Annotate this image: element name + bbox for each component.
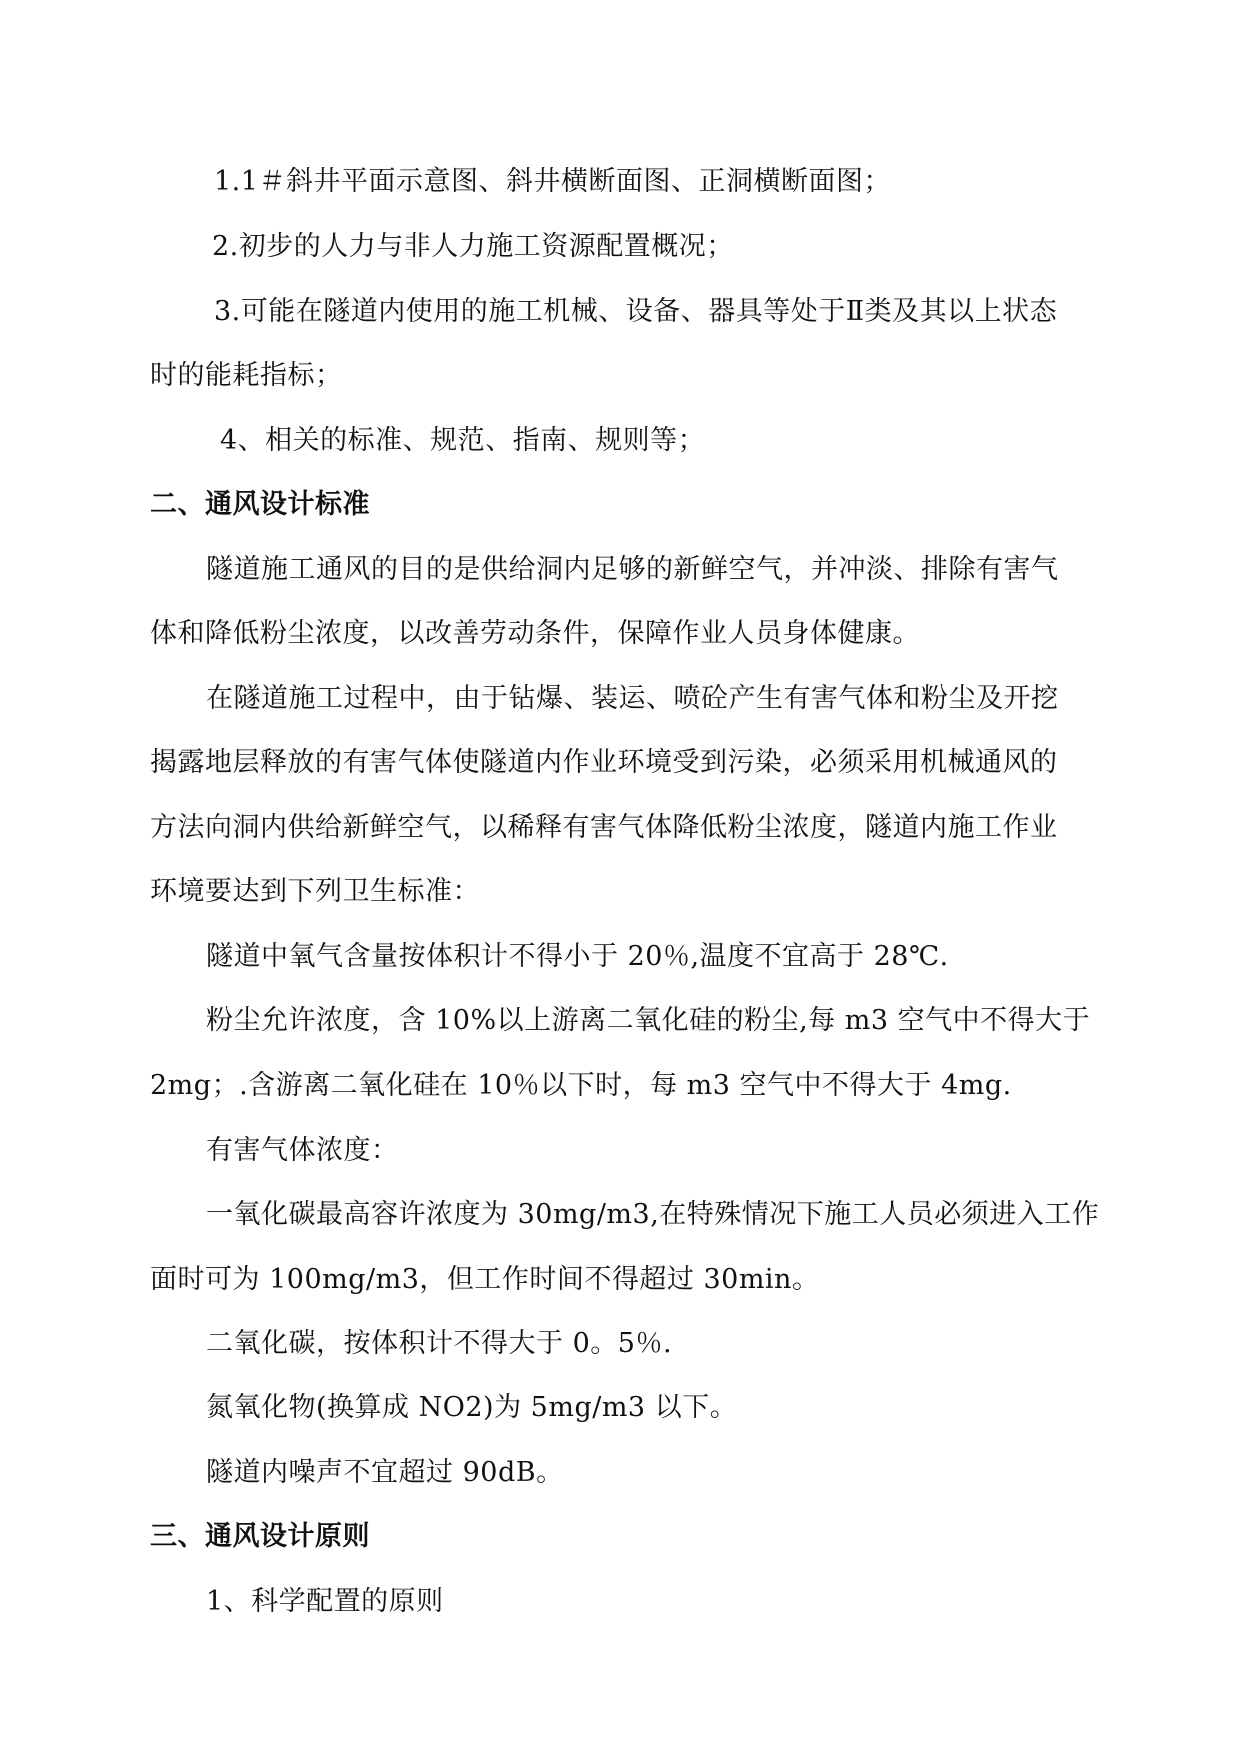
harmful-gas-heading: 有害气体浓度： [206,1135,399,1166]
paragraph-construction: 在隧道施工过程中，由于钻爆、装运、喷砼产生有害气体和粉尘及开挖 [206,683,1059,714]
dust-standard: 粉尘允许浓度，含 10%以上游离二氧化硅的粉尘,每 m3 空气中不得大于 [206,1005,1091,1036]
list-item-3: 3.可能在隧道内使用的施工机械、设备、器具等处于Ⅱ类及其以上状态 [214,296,1058,327]
oxygen-standard: 隧道中氧气含量按体积计不得小于 20％,温度不宜高于 28℃. [206,941,949,972]
carbon-dioxide-standard: 二氧化碳，按体积计不得大于 0。5％. [206,1328,673,1359]
list-item-4: 4、相关的标准、规范、指南、规则等； [220,425,706,456]
paragraph-purpose: 隧道施工通风的目的是供给洞内足够的新鲜空气，并冲淡、排除有害气 [206,554,1059,585]
carbon-monoxide-standard-continued: 面时可为 100mg/m3，但工作时间不得超过 30min。 [150,1264,820,1295]
paragraph-purpose-continued: 体和降低粉尘浓度，以改善劳动条件，保障作业人员身体健康。 [150,618,920,649]
paragraph-construction-line-3: 方法向洞内供给新鲜空气，以稀释有害气体降低粉尘浓度，隧道内施工作业 [150,812,1058,843]
noise-standard: 隧道内噪声不宜超过 90dB。 [206,1457,564,1488]
paragraph-construction-line-4: 环境要达到下列卫生标准： [150,876,480,907]
paragraph-construction-line-2: 揭露地层释放的有害气体使隧道内作业环境受到污染，必须采用机械通风的 [150,747,1058,778]
list-item-3-continued: 时的能耗指标； [150,360,343,391]
principle-1: 1、科学配置的原则 [206,1586,444,1617]
carbon-monoxide-standard: 一氧化碳最高容许浓度为 30mg/m3,在特殊情况下施工人员必须进入工作 [206,1199,1100,1230]
dust-standard-continued: 2mg；.含游离二氧化硅在 10％以下时，每 m3 空气中不得大于 4mg. [150,1070,1012,1101]
section-heading-ventilation-principles: 三、通风设计原则 [150,1521,370,1552]
list-item-2: 2.初步的人力与非人力施工资源配置概况； [212,231,734,262]
list-item-1: 1.1＃斜井平面示意图、斜井横断面图、正洞横断面图； [214,166,891,197]
nitrogen-oxide-standard: 氮氧化物(换算成 NO2)为 5mg/m3 以下。 [206,1392,738,1423]
section-heading-ventilation-standard: 二、通风设计标准 [150,489,370,520]
